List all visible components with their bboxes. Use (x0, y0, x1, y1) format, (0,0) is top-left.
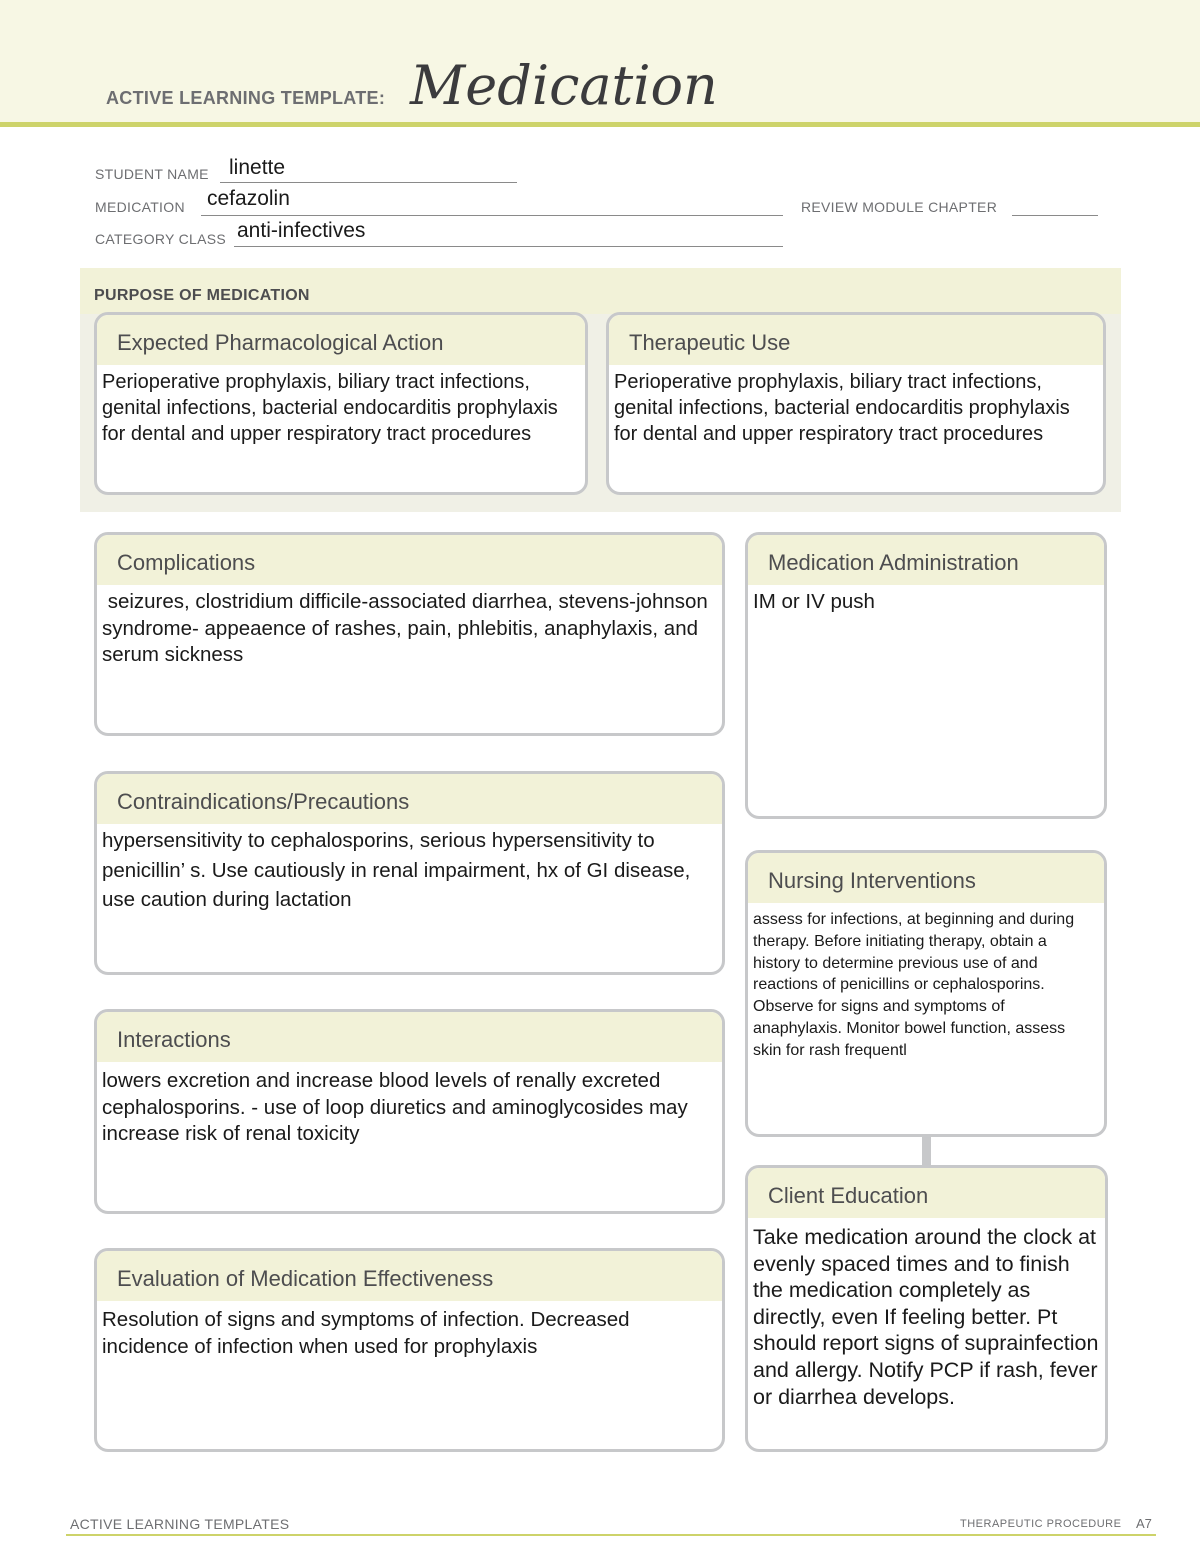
administration-text[interactable]: IM or IV push (753, 590, 875, 613)
footer-rule (66, 1534, 1156, 1536)
nursing-interventions-text[interactable]: assess for infections, at beginning and during therapy. Before initiating therapy, obtain a history to determine previous use of and reactions of penicillins or cephalosporins. Observe for signs and symptoms of anaphylaxis. Monitor bowel function, assess skin for rash frequentl (753, 911, 1075, 1059)
interactions-box (94, 1009, 725, 1214)
expected-action-box (94, 312, 588, 495)
purpose-label: PURPOSE OF MEDICATION (94, 287, 310, 304)
expected-action-heading: Expected Pharmacological Action (97, 315, 585, 365)
nursing-interventions-heading: Nursing Interventions (748, 853, 1104, 903)
medication-line (201, 215, 783, 216)
category-class-label: CATEGORY CLASS (95, 231, 227, 247)
evaluation-text[interactable]: Resolution of signs and symptoms of infection. Decreased incidence of infection when used for prophylaxis (102, 1308, 630, 1358)
client-education-box (745, 1165, 1108, 1452)
box-connector (922, 1136, 931, 1166)
medication-label: MEDICATION (95, 199, 185, 215)
template-label: ACTIVE LEARNING TEMPLATE: (106, 88, 386, 108)
evaluation-heading: Evaluation of Medication Effectiveness (97, 1251, 722, 1301)
category-class-line (234, 246, 783, 247)
contraindications-text[interactable]: hypersensitivity to cephalosporins, serious hypersensitivity to penicillin’ s. Use cautiously in renal impairment, hx of GI disease, use caution during lactation (102, 829, 691, 911)
administration-box (745, 532, 1107, 819)
page-number: A7 (1136, 1516, 1152, 1531)
client-education-text[interactable]: Take medication around the clock at evenly spaced times and to finish the medication completely as directly, even If feeling better. Pt should report signs of suprainfection and allergy. Notify PCP if rash, fever or diarrhea develops. (753, 1225, 1099, 1409)
evaluation-box (94, 1248, 725, 1452)
footer-section: THERAPEUTIC PROCEDURE (960, 1518, 1122, 1530)
complications-box (94, 532, 725, 736)
medication-field[interactable]: cefazolin (207, 187, 290, 210)
interactions-text[interactable]: lowers excretion and increase blood levels of renally excreted cephalosporins. - use of loop diuretics and aminoglycosides may increase risk of renal toxicity (102, 1069, 688, 1145)
contraindications-heading: Contraindications/Precautions (97, 774, 722, 824)
complications-heading: Complications (97, 535, 722, 585)
student-name-field[interactable]: linette (229, 156, 286, 179)
review-module-label: REVIEW MODULE CHAPTER (801, 199, 998, 215)
therapeutic-use-box (606, 312, 1106, 495)
category-class-field[interactable]: anti-infectives (237, 219, 366, 242)
therapeutic-use-text[interactable]: Perioperative prophylaxis, biliary tract infections, genital infections, bacterial endocarditis prophylaxis for dental and upper respiratory tract procedures (614, 371, 1070, 445)
contraindications-box (94, 771, 725, 975)
student-name-label: STUDENT NAME (95, 166, 209, 182)
client-education-heading: Client Education (748, 1168, 1105, 1218)
student-name-line (220, 182, 517, 183)
nursing-interventions-box (745, 850, 1107, 1137)
interactions-heading: Interactions (97, 1012, 722, 1062)
review-module-field[interactable] (1012, 215, 1098, 216)
therapeutic-use-heading: Therapeutic Use (609, 315, 1103, 365)
expected-action-text[interactable]: Perioperative prophylaxis, biliary tract infections, genital infections, bacterial endocarditis prophylaxis for dental and upper respiratory tract procedures (102, 371, 558, 445)
page-title: Medication (410, 54, 718, 117)
footer-label: ACTIVE LEARNING TEMPLATES (70, 1516, 290, 1532)
header-rule (0, 122, 1200, 127)
complications-text[interactable]: seizures, clostridium difficile-associated diarrhea, stevens-johnson syndrome- appeaence of rashes, pain, phlebitis, anaphylaxis, and serum sickness (102, 590, 714, 666)
administration-heading: Medication Administration (748, 535, 1104, 585)
